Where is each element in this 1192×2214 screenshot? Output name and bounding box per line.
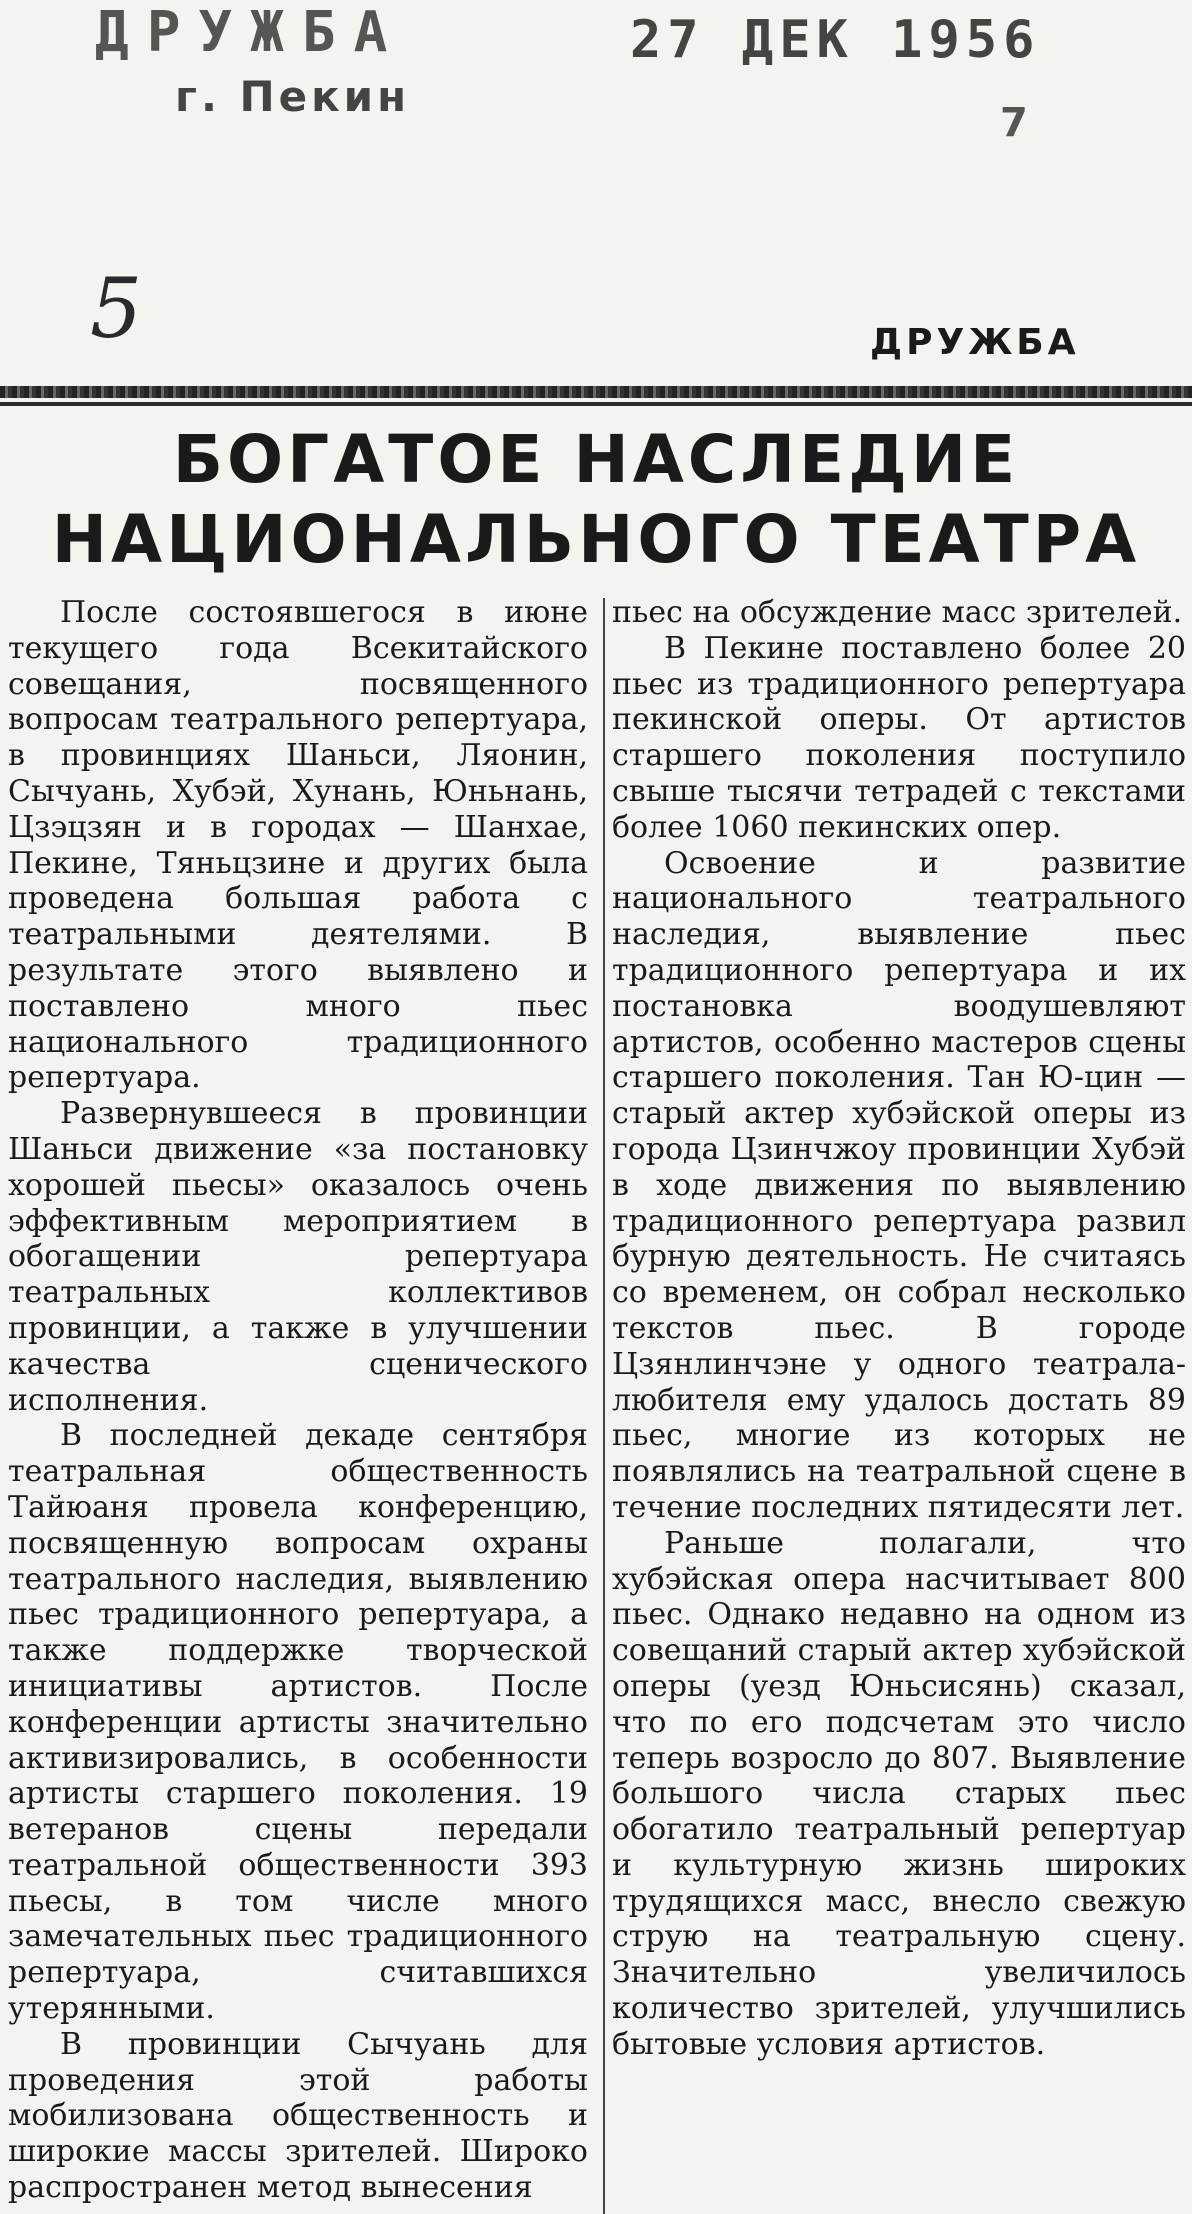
column-divider <box>603 598 605 2214</box>
paragraph: Освоение и развитие национального театрального наследия, выявление пьес традиционного репертуара и их постановка воодушевляют артистов, особенно мастеров сцены старшего поколения. Тан Ю-цин — старый актер хубэйской оперы из города Цзинчжоу провинции Хубэй в ходе движения по выявлению традиционного репертуара развил бурную деятельность. Не считаясь со временем, он собрал несколько текстов пьес. В городе Цзянлинчэне у одного театрала-любителя ему удалось достать 89 пьес, многие из которых не появлялись на театральной сцене в течение последних пятидесяти лет. <box>612 845 1186 1525</box>
clipping-stamp-title: ДРУЖБА <box>95 0 406 65</box>
paragraph: После состоявшегося в июне текущего года Всекитайского совещания, посвященного вопросам театрального репертуара, в провинциях Шаньси, Ляонин, Сычуань, Хубэй, Хунань, Юньнань, Цзэцзян и в городах — Шанхае, Пекине, Тяньцзине и других была проведена большая работа с театральными деятелями. В результате этого выявлено и поставлено много пьес национального традиционного репертуара. <box>8 595 588 1096</box>
article-column-left <box>8 595 588 2206</box>
header-rule <box>0 386 1192 398</box>
header-rule-thin <box>0 402 1192 406</box>
paragraph: В последней декаде сентября театральная общественность Тайюаня провела конференцию, посвященную вопросам охраны театрального наследия, выявлению пьес традиционного репертуара, а также поддержке творческой инициативы артистов. После конференции артисты значительно активизировались, в особенности артисты старшего поколения. 19 ветеранов сцены передали театральной общественности 393 пьесы, в том числе много замечательных пьес традиционного репертуара, считавшихся утерянными. <box>8 1418 588 2027</box>
clipping-stamp-mark: 7 <box>1000 100 1040 146</box>
paragraph: В провинции Сычуань для проведения этой работы мобилизована общественность и широкие массы зрителей. Широко распространен метод вынесения <box>8 2026 588 2206</box>
article-headline <box>0 420 1192 580</box>
clipping-stamp-city: г. Пекин <box>175 72 411 121</box>
paragraph: Развернувшееся в провинции Шаньси движение «за постановку хорошей пьесы» оказалось очень эффективным мероприятием в обогащении репертуара театральных коллективов провинции, а также в улучшении качества сценического исполнения. <box>8 1096 588 1418</box>
headline-line-1: БОГАТОЕ НАСЛЕДИЕ <box>172 421 1020 498</box>
headline-line-2: НАЦИОНАЛЬНОГО ТЕАТРА <box>51 501 1141 578</box>
handwritten-page-number: 5 <box>90 262 143 357</box>
clipping-stamp-date: 27 ДЕК 1956 <box>630 10 1041 70</box>
paragraph: Раньше полагали, что хубэйская опера насчитывает 800 пьес. Однако недавно на одном из совещаний старый актер хубэйской оперы (уезд Юньсисянь) сказал, что по его подсчетам это число теперь возросло до 807. Выявление большого числа старых пьес обогатило театральный репертуар и культурную жизнь широких трудящихся масс, внесло свежую струю на театральную сцену. Значительно увеличилось количество зрителей, улучшились бытовые условия артистов. <box>612 1525 1186 2062</box>
paragraph-continued: пьес на обсуждение масс зрителей. <box>612 595 1183 630</box>
newspaper-masthead: ДРУЖБА <box>870 322 1080 363</box>
paragraph: В Пекине поставлено более 20 пьес из традиционного репертуара пекинской оперы. От артистов старшего поколения поступило свыше тысячи тетрадей с текстами более 1060 пекинских опер. <box>612 630 1186 845</box>
article-column-right <box>612 595 1186 2063</box>
